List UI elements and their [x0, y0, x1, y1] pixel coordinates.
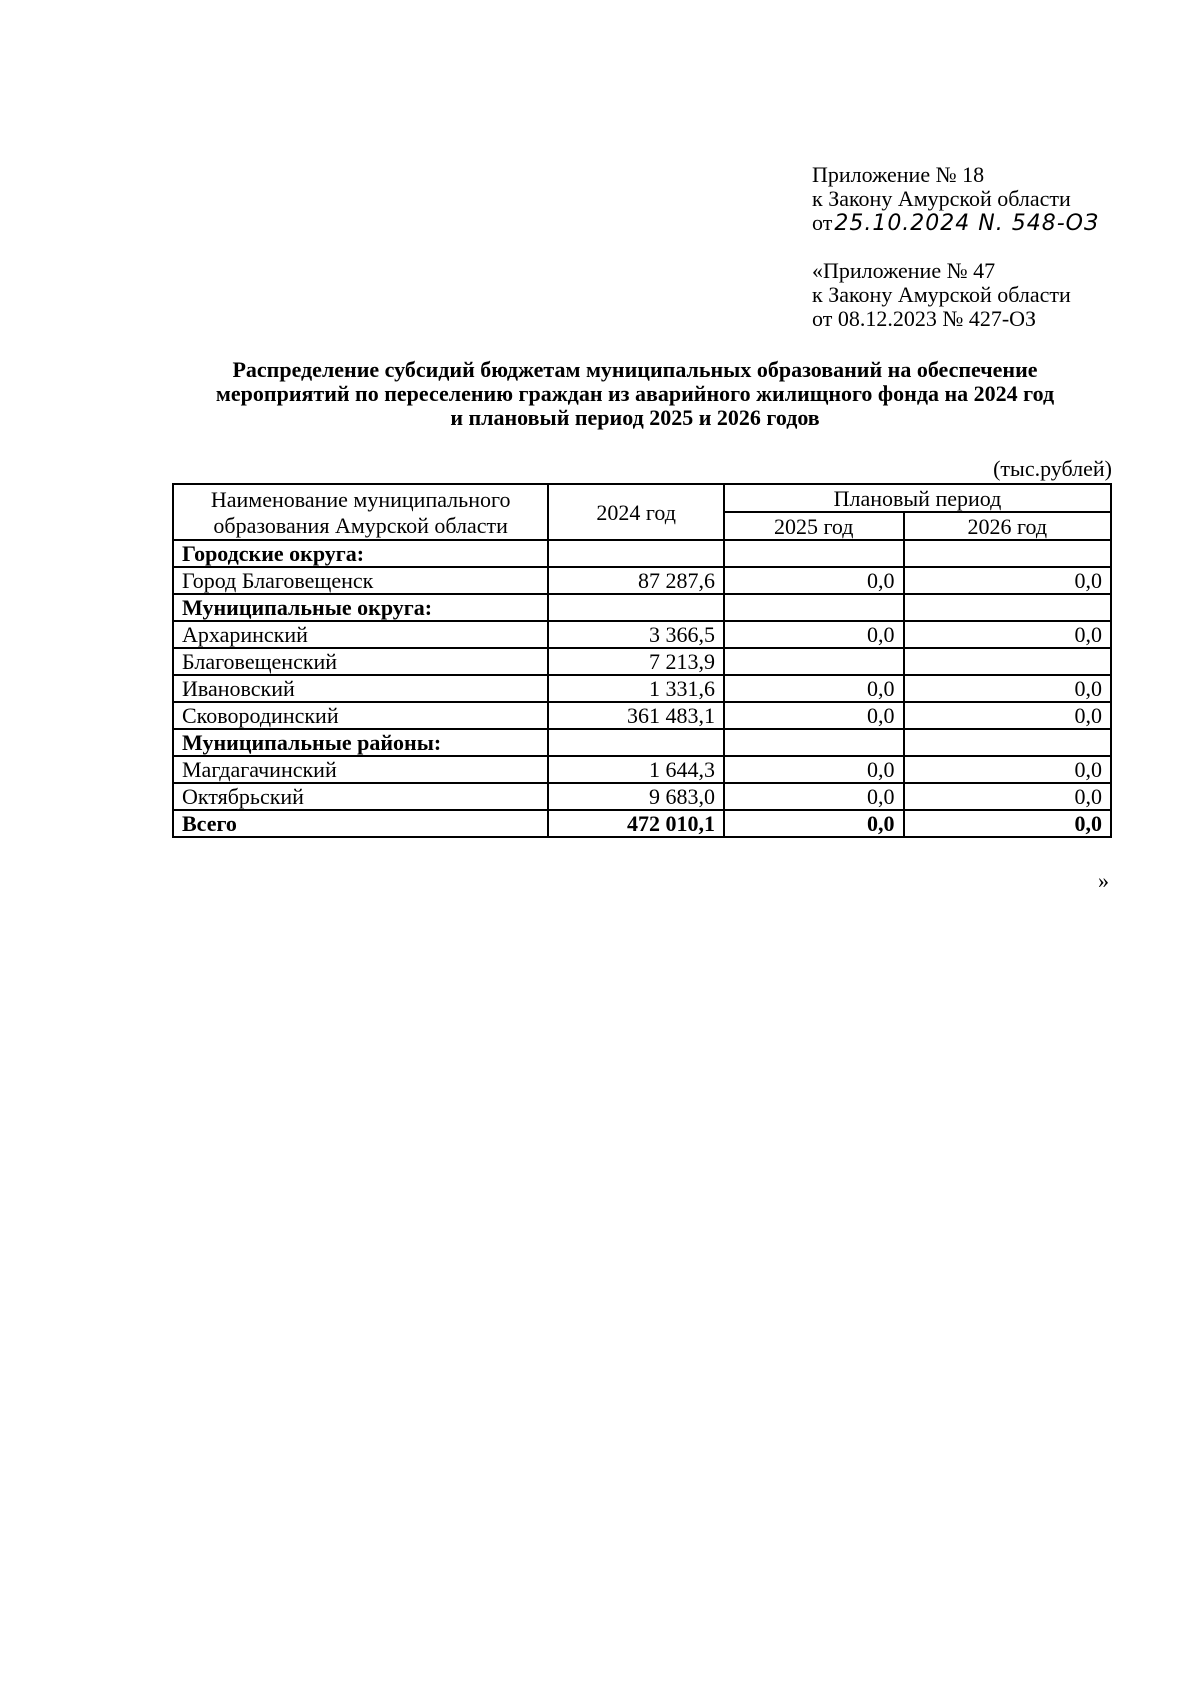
total-2024: 472 010,1 [548, 810, 724, 837]
table-total-row [173, 810, 1111, 837]
table-header-row [173, 484, 1111, 512]
value-2026: 0,0 [904, 621, 1111, 648]
header-2024: 2024 год [548, 484, 724, 540]
handwritten-date-number: 25.10.2024 N. 548-ОЗ [834, 211, 1100, 236]
municipality-name: Октябрьский [173, 783, 548, 810]
value-2024: 361 483,1 [548, 702, 724, 729]
municipality-name: Городские округа: [173, 540, 548, 567]
value-2026 [904, 540, 1111, 567]
value-2024: 9 683,0 [548, 783, 724, 810]
title-line-3: и плановый период 2025 и 2026 годов [450, 405, 820, 430]
value-2024 [548, 594, 724, 621]
value-2025: 0,0 [724, 567, 904, 594]
value-2025 [724, 648, 904, 675]
value-2026: 0,0 [904, 756, 1111, 783]
municipality-name: Магдагачинский [173, 756, 548, 783]
value-2026 [904, 594, 1111, 621]
value-2025 [724, 540, 904, 567]
table-row [173, 729, 1111, 756]
table-row [173, 567, 1111, 594]
units-label: (тыс.рублей) [993, 456, 1112, 481]
closing-quote: » [1098, 868, 1109, 893]
table-row [173, 540, 1111, 567]
table-row [173, 756, 1111, 783]
value-2025: 0,0 [724, 783, 904, 810]
value-2025: 0,0 [724, 621, 904, 648]
value-2025 [724, 594, 904, 621]
subsidy-table [172, 483, 1112, 838]
municipality-name: Муниципальные округа: [173, 594, 548, 621]
value-2024 [548, 729, 724, 756]
header-municipality-name: Наименование муниципального образования Амурской области [173, 484, 548, 540]
appendix-date-line [812, 211, 1099, 236]
appendix-number: Приложение № 18 [812, 162, 985, 187]
title-line-1: Распределение субсидий бюджетам муниципальных образований на обеспечение [232, 357, 1038, 382]
value-2024: 7 213,9 [548, 648, 724, 675]
value-2024: 3 366,5 [548, 621, 724, 648]
total-2026: 0,0 [904, 810, 1111, 837]
value-2026: 0,0 [904, 702, 1111, 729]
header-2026: 2026 год [904, 512, 1111, 540]
previous-appendix-header [812, 259, 1071, 331]
value-2024: 1 644,3 [548, 756, 724, 783]
previous-appendix-number: «Приложение № 47 [812, 258, 996, 283]
title-line-2: мероприятий по переселению граждан из аварийного жилищного фонда на 2024 год [215, 381, 1055, 406]
table-row [173, 621, 1111, 648]
table-row [173, 648, 1111, 675]
value-2026: 0,0 [904, 783, 1111, 810]
appendix-law-ref: к Закону Амурской области [812, 186, 1071, 211]
municipality-name: Муниципальные районы: [173, 729, 548, 756]
value-2025 [724, 729, 904, 756]
value-2025: 0,0 [724, 675, 904, 702]
header-2025: 2025 год [724, 512, 904, 540]
appendix-date-prefix: от [812, 210, 833, 235]
municipality-name: Благовещенский [173, 648, 548, 675]
value-2025: 0,0 [724, 702, 904, 729]
document-title [150, 358, 1120, 430]
table-row [173, 675, 1111, 702]
table-row [173, 783, 1111, 810]
table-row [173, 702, 1111, 729]
municipality-name: Сковородинский [173, 702, 548, 729]
table-row [173, 594, 1111, 621]
previous-appendix-law-ref: к Закону Амурской области [812, 282, 1071, 307]
value-2024: 87 287,6 [548, 567, 724, 594]
value-2024: 1 331,6 [548, 675, 724, 702]
value-2025: 0,0 [724, 756, 904, 783]
municipality-name: Ивановский [173, 675, 548, 702]
total-2025: 0,0 [724, 810, 904, 837]
municipality-name: Город Благовещенск [173, 567, 548, 594]
value-2026: 0,0 [904, 675, 1111, 702]
value-2024 [548, 540, 724, 567]
appendix-header [812, 163, 1099, 236]
header-planned-period: Плановый период [724, 484, 1111, 512]
total-label: Всего [173, 810, 548, 837]
previous-appendix-date: от 08.12.2023 № 427-ОЗ [812, 306, 1037, 331]
value-2026 [904, 729, 1111, 756]
municipality-name: Архаринский [173, 621, 548, 648]
value-2026 [904, 648, 1111, 675]
value-2026: 0,0 [904, 567, 1111, 594]
